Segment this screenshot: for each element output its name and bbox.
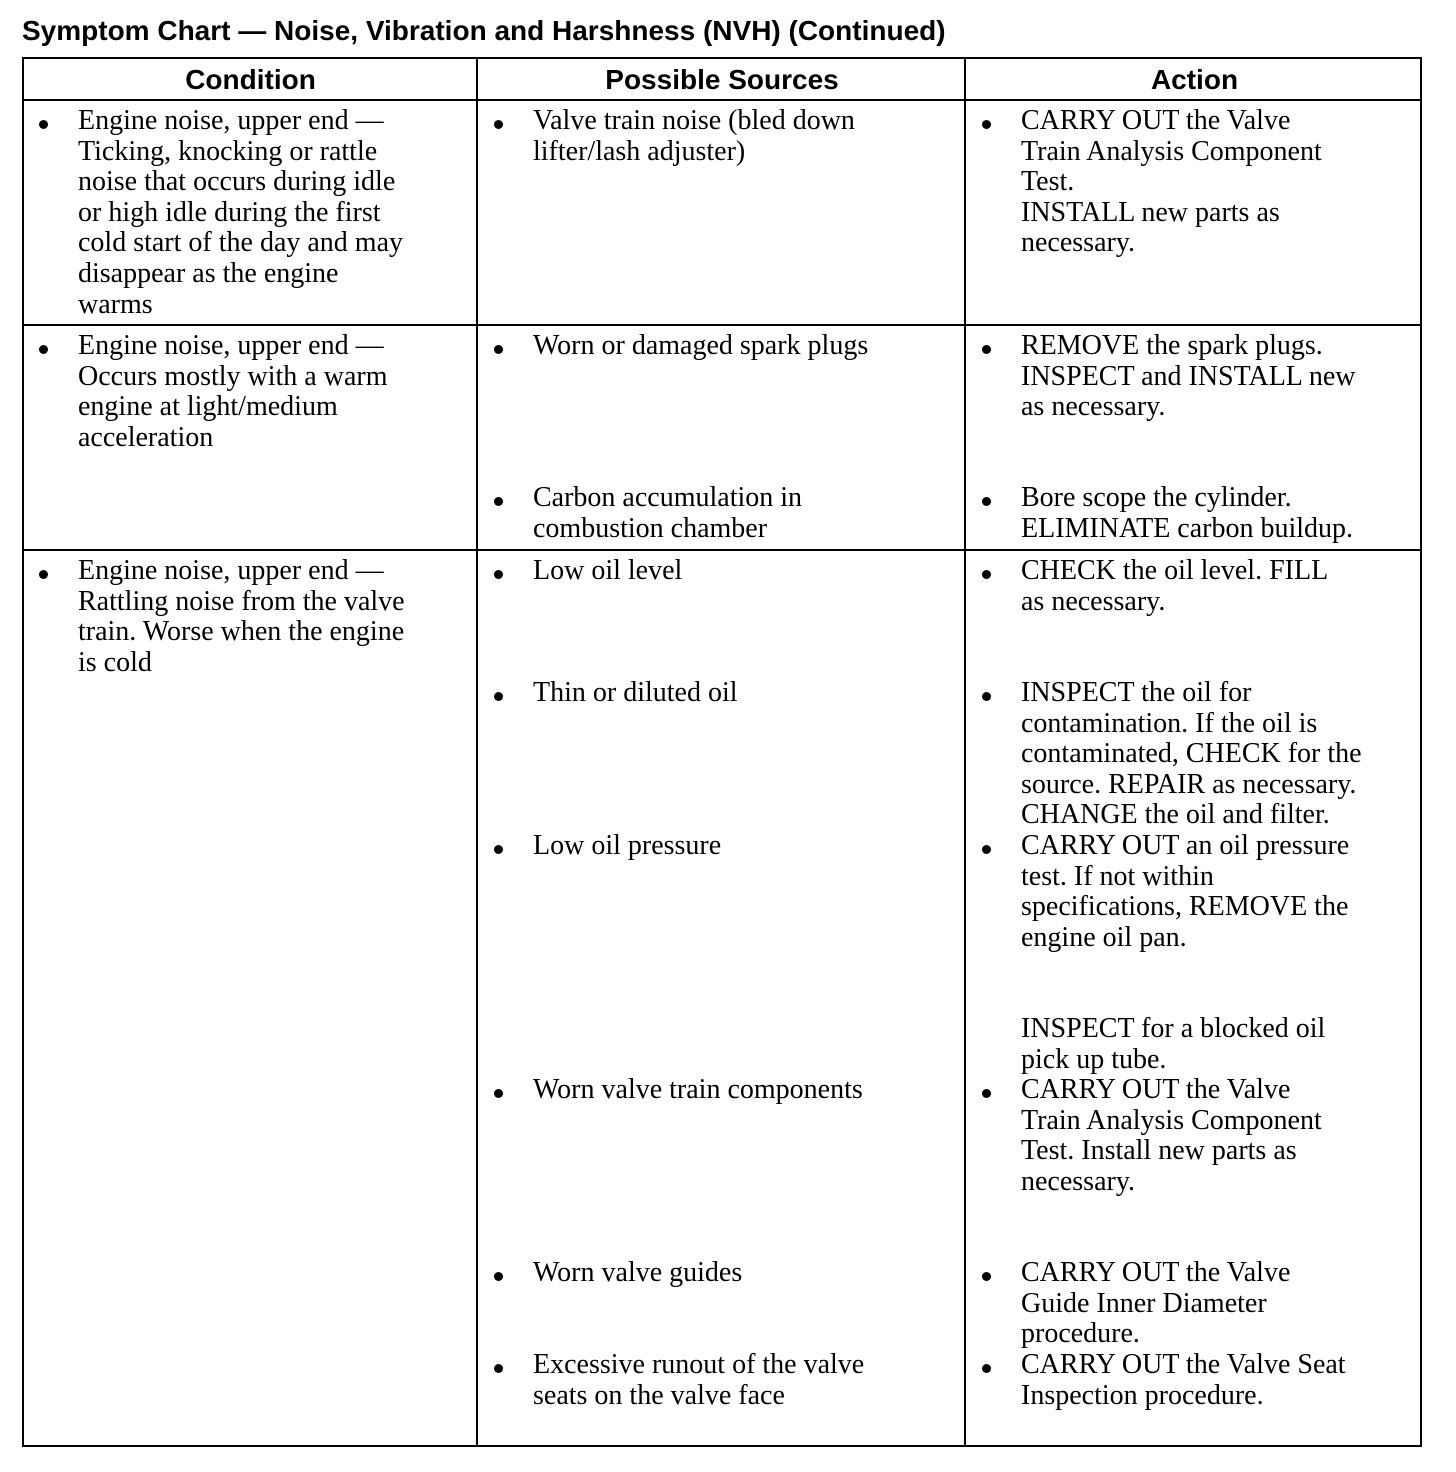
column-divider [964, 59, 966, 1445]
condition-text-line: Rattling noise from the valve [78, 585, 405, 617]
action-text-line: source. REPAIR as necessary. [1021, 768, 1357, 800]
bullet-icon [39, 345, 48, 354]
condition-text-line: Engine noise, upper end — [78, 105, 384, 136]
action-text [1021, 1350, 1346, 1411]
action-note-text-line: INSPECT for a blocked oil [1021, 1013, 1326, 1044]
bullet-icon [494, 345, 503, 354]
source-text [533, 106, 855, 167]
header-condition: Condition [185, 64, 316, 95]
row-divider [24, 549, 1420, 551]
bullet-icon [494, 692, 503, 701]
action-text [1021, 1258, 1290, 1350]
column-divider [476, 59, 478, 1445]
source-text-line: Valve train noise (bled down [533, 105, 855, 136]
source-text [533, 831, 721, 862]
bullet-icon [494, 1089, 503, 1098]
action-text [1021, 831, 1349, 953]
action-text-line: CARRY OUT an oil pressure [1021, 830, 1350, 861]
condition-text [78, 556, 405, 678]
action-text [1021, 331, 1356, 423]
action-text-line: contamination. If the oil is [1021, 707, 1318, 739]
bullet-icon [982, 1364, 991, 1373]
source-text [533, 1258, 742, 1289]
action-text-line: contaminated, CHECK for the [1021, 738, 1362, 770]
action-note-text-line: pick up tube. [1021, 1043, 1167, 1075]
condition-text-line: noise that occurs during idle [78, 166, 396, 198]
bullet-icon [39, 570, 48, 579]
header-possible-sources: Possible Sources [605, 64, 839, 95]
condition-text-line: Engine noise, upper end — [78, 330, 384, 361]
condition-text-line: engine at light/medium [78, 391, 338, 423]
bullet-icon [982, 570, 991, 579]
action-text [1021, 483, 1353, 544]
bullet-icon [982, 692, 991, 701]
condition-text [78, 106, 403, 320]
condition-text-line: acceleration [78, 421, 214, 453]
source-text-line: combustion chamber [533, 512, 768, 544]
action-text-line: engine oil pan. [1021, 921, 1187, 953]
source-text-line: Excessive runout of the valve [533, 1349, 865, 1380]
bullet-icon [39, 120, 48, 129]
condition-text-line: train. Worse when the engine [78, 616, 405, 648]
action-text-line: CHECK the oil level. FILL [1021, 555, 1329, 586]
header-action: Action [1150, 64, 1239, 95]
condition-text-line: is cold [78, 646, 152, 678]
bullet-icon [982, 497, 991, 506]
action-text-line: ELIMINATE carbon buildup. [1021, 512, 1354, 544]
row-divider [24, 324, 1420, 326]
action-text-line: as necessary. [1021, 391, 1166, 423]
bullet-icon [494, 120, 503, 129]
condition-text [78, 331, 388, 453]
source-text-line: Worn valve guides [533, 1257, 743, 1288]
action-text-line: Test. Install new parts as [1021, 1135, 1297, 1167]
action-text-line: CARRY OUT the Valve Seat [1021, 1349, 1346, 1380]
bullet-icon [494, 570, 503, 579]
source-text-line: Worn valve train components [533, 1074, 863, 1105]
action-text-line: CARRY OUT the Valve [1021, 105, 1291, 136]
source-text [533, 678, 738, 709]
bullet-icon [982, 120, 991, 129]
action-text-line: procedure. [1021, 1318, 1140, 1350]
source-text-line: seats on the valve face [533, 1379, 785, 1411]
source-text-line: Low oil pressure [533, 830, 722, 861]
source-text-line: Low oil level [533, 555, 683, 586]
source-text-line: Thin or diluted oil [533, 677, 738, 708]
condition-text-line: cold start of the day and may [78, 227, 404, 259]
action-text [1021, 1075, 1322, 1197]
bullet-icon [494, 1272, 503, 1281]
action-note-text [1021, 1014, 1325, 1075]
source-text [533, 1075, 863, 1106]
condition-text-line: disappear as the engine [78, 257, 339, 289]
action-text-line: CHANGE the oil and filter. [1021, 799, 1330, 831]
condition-text-line: or high idle during the first [78, 196, 381, 228]
bullet-icon [494, 497, 503, 506]
source-text [533, 556, 682, 587]
action-text-line: Bore scope the cylinder. [1021, 482, 1292, 513]
source-text-line: Carbon accumulation in [533, 482, 803, 513]
condition-text-line: Ticking, knocking or rattle [78, 135, 378, 167]
action-text-line: CARRY OUT the Valve [1021, 1257, 1291, 1288]
action-text-line: INSTALL new parts as [1021, 196, 1280, 228]
action-text-line: Guide Inner Diameter [1021, 1287, 1267, 1319]
bullet-icon [494, 845, 503, 854]
symptom-table [22, 57, 1422, 1447]
bullet-icon [982, 845, 991, 854]
source-text [533, 483, 802, 544]
action-text-line: test. If not within [1021, 860, 1214, 892]
action-text-line: specifications, REMOVE the [1021, 891, 1349, 923]
condition-text-line: Engine noise, upper end — [78, 555, 384, 586]
action-text-line: necessary. [1021, 227, 1136, 259]
action-text-line: Train Analysis Component [1021, 135, 1322, 167]
action-text [1021, 678, 1362, 831]
action-text-line: Inspection procedure. [1021, 1379, 1264, 1411]
action-text-line: INSPECT the oil for [1021, 677, 1252, 708]
bullet-icon [982, 1272, 991, 1281]
action-text-line: CARRY OUT the Valve [1021, 1074, 1291, 1105]
condition-text-line: Occurs mostly with a warm [78, 360, 388, 392]
header-divider [24, 99, 1420, 101]
action-text-line: INSPECT and INSTALL new [1021, 360, 1356, 392]
source-text [533, 331, 868, 362]
page-title: Symptom Chart — Noise, Vibration and Harshness (NVH) (Continued) [22, 15, 946, 46]
source-text-line: lifter/lash adjuster) [533, 135, 746, 167]
bullet-icon [982, 1089, 991, 1098]
action-text-line: Train Analysis Component [1021, 1104, 1322, 1136]
bullet-icon [982, 345, 991, 354]
source-text [533, 1350, 864, 1411]
bullet-icon [494, 1364, 503, 1373]
action-text-line: REMOVE the spark plugs. [1021, 330, 1323, 361]
action-text-line: Test. [1021, 166, 1075, 198]
action-text [1021, 556, 1328, 617]
action-text-line: necessary. [1021, 1165, 1136, 1197]
action-text-line: as necessary. [1021, 585, 1166, 617]
source-text-line: Worn or damaged spark plugs [533, 330, 869, 361]
condition-text-line: warms [78, 288, 153, 320]
action-text [1021, 106, 1322, 259]
